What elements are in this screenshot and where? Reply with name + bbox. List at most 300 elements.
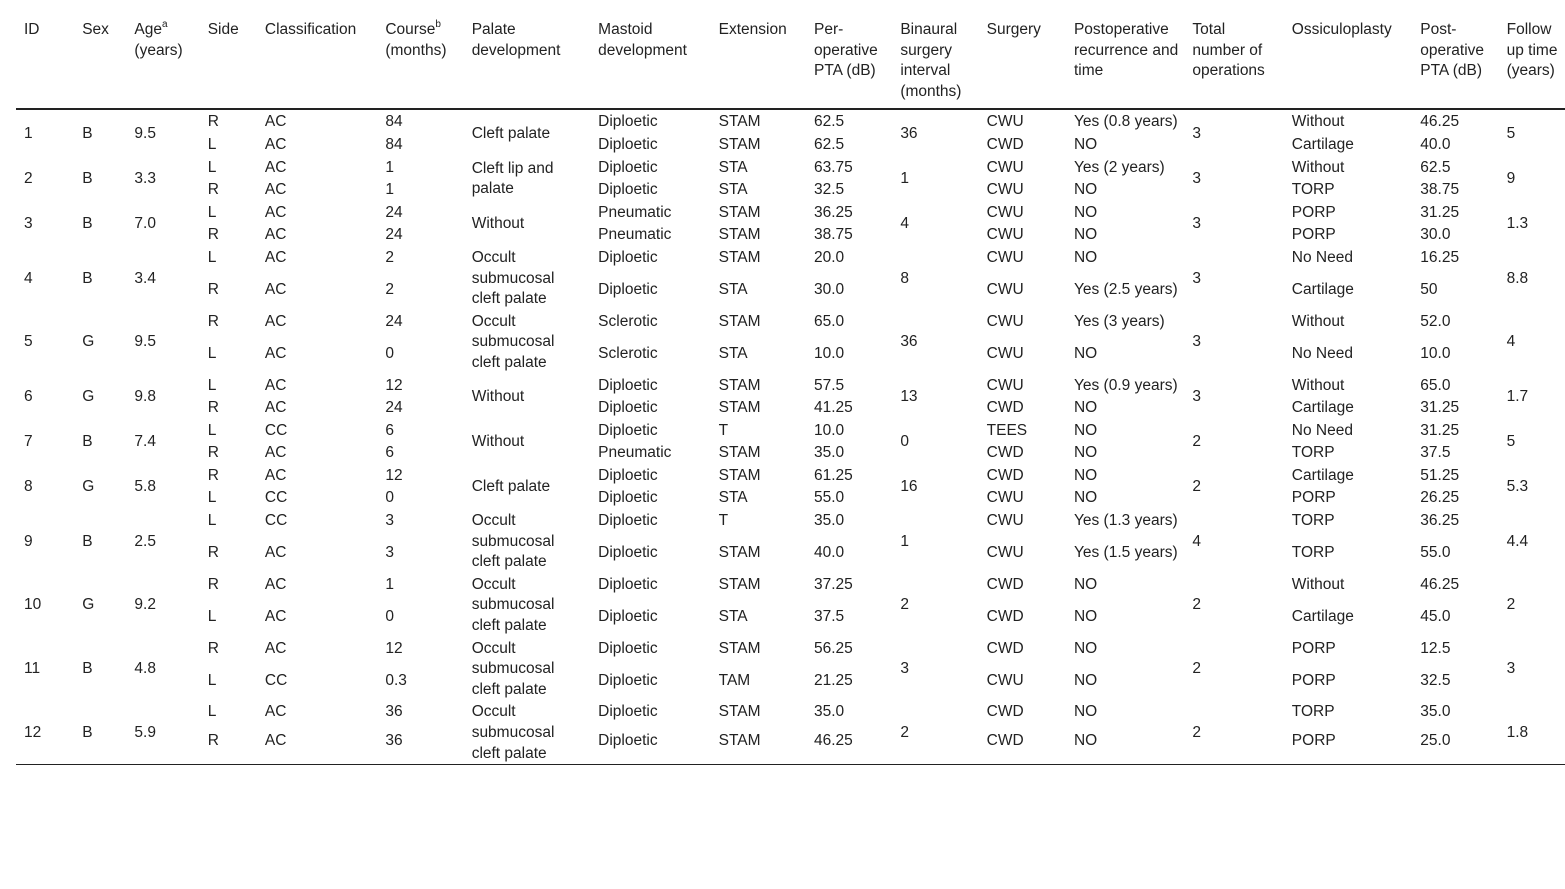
surgery-cell: CWU bbox=[986, 344, 1024, 362]
column-header-label: Total number of operations bbox=[1192, 21, 1265, 80]
sex-cell: B bbox=[82, 432, 93, 450]
mastoid-cell: Diploetic bbox=[598, 639, 658, 657]
preoperative-pta-cell: 10.0 bbox=[813, 421, 845, 439]
ossiculoplasty-cell: No Need bbox=[1291, 344, 1353, 362]
column-header bbox=[126, 18, 199, 109]
column-header-label: Mastoid development bbox=[598, 21, 687, 59]
surgery-cell: CWD bbox=[986, 399, 1024, 417]
column-header-label: Per-operative PTA (dB) bbox=[813, 21, 878, 80]
recurrence-cell: Yes (3 years) bbox=[1073, 312, 1165, 330]
mastoid-cell: Diploetic bbox=[598, 489, 658, 507]
palate-cell: Occult submucosal cleft palate bbox=[471, 703, 555, 762]
extension-cell: STAM bbox=[718, 639, 761, 657]
id-cell: 11 bbox=[24, 660, 41, 678]
course-cell: 0 bbox=[385, 344, 394, 362]
side-cell: L bbox=[207, 203, 217, 221]
classification-cell: CC bbox=[264, 671, 288, 689]
palate-cell: Cleft palate bbox=[471, 124, 551, 142]
classification-cell: AC bbox=[264, 731, 287, 749]
mastoid-cell: Diploetic bbox=[598, 399, 658, 417]
preoperative-pta-cell: 35.0 bbox=[813, 512, 845, 530]
postoperative-pta-cell: 30.0 bbox=[1420, 226, 1451, 244]
preoperative-pta-cell: 10.0 bbox=[813, 344, 845, 362]
classification-cell: AC bbox=[264, 248, 287, 266]
follow-up-cell: 4.4 bbox=[1506, 532, 1529, 550]
id-cell: 3 bbox=[24, 215, 33, 233]
ossiculoplasty-cell: Cartilage bbox=[1291, 135, 1354, 153]
sex-cell: B bbox=[82, 269, 93, 287]
sex-cell: B bbox=[82, 724, 93, 741]
side-cell: R bbox=[207, 399, 219, 417]
course-cell: 1 bbox=[385, 181, 394, 199]
id-cell: 4 bbox=[24, 269, 33, 287]
mastoid-cell: Diploetic bbox=[598, 575, 658, 593]
ossiculoplasty-cell: Cartilage bbox=[1291, 466, 1354, 484]
footnote-marker: b bbox=[435, 18, 441, 30]
preoperative-pta-cell: 21.25 bbox=[813, 671, 853, 689]
id-cell: 8 bbox=[24, 478, 33, 496]
interval-cell: 0 bbox=[900, 432, 909, 450]
table-row bbox=[16, 310, 1565, 342]
postoperative-pta-cell: 46.25 bbox=[1420, 575, 1460, 593]
table-row bbox=[16, 637, 1565, 669]
postoperative-pta-cell: 16.25 bbox=[1420, 248, 1460, 266]
follow-up-cell: 1.8 bbox=[1506, 724, 1529, 741]
extension-cell: STA bbox=[718, 607, 748, 625]
surgery-cell: CWU bbox=[986, 181, 1024, 199]
ossiculoplasty-cell: PORP bbox=[1291, 203, 1336, 221]
follow-up-cell: 9 bbox=[1506, 169, 1516, 187]
preoperative-pta-cell: 61.25 bbox=[813, 466, 853, 484]
table-row bbox=[16, 541, 1565, 573]
table-row bbox=[16, 223, 1565, 246]
ossiculoplasty-cell: No Need bbox=[1291, 421, 1353, 439]
mastoid-cell: Sclerotic bbox=[598, 312, 658, 330]
interval-cell: 13 bbox=[900, 387, 918, 405]
postoperative-pta-cell: 46.25 bbox=[1420, 113, 1460, 131]
side-cell: R bbox=[207, 466, 219, 484]
side-cell: L bbox=[207, 671, 217, 689]
sex-cell: B bbox=[82, 660, 93, 678]
mastoid-cell: Diploetic bbox=[598, 421, 658, 439]
sex-cell: G bbox=[82, 333, 95, 351]
extension-cell: STA bbox=[718, 181, 748, 199]
course-cell: 84 bbox=[385, 135, 403, 153]
surgery-cell: CWU bbox=[986, 280, 1024, 298]
total-operations-cell: 3 bbox=[1192, 169, 1202, 187]
classification-cell: AC bbox=[264, 444, 287, 462]
ossiculoplasty-cell: TORP bbox=[1291, 512, 1335, 530]
classification-cell: AC bbox=[264, 158, 287, 176]
column-header bbox=[711, 18, 806, 109]
column-header bbox=[1499, 18, 1565, 109]
postoperative-pta-cell: 12.5 bbox=[1420, 639, 1451, 657]
recurrence-cell: NO bbox=[1073, 466, 1098, 484]
preoperative-pta-cell: 56.25 bbox=[813, 639, 853, 657]
recurrence-cell: NO bbox=[1073, 703, 1098, 721]
column-header-label: Sex bbox=[82, 21, 109, 38]
side-cell: L bbox=[207, 489, 217, 507]
surgery-cell: CWU bbox=[986, 226, 1024, 244]
classification-cell: AC bbox=[264, 399, 287, 417]
classification-cell: AC bbox=[264, 543, 287, 561]
mastoid-cell: Sclerotic bbox=[598, 344, 658, 362]
interval-cell: 3 bbox=[900, 660, 909, 678]
total-operations-cell: 4 bbox=[1192, 532, 1202, 550]
extension-cell: STAM bbox=[718, 203, 761, 221]
surgery-cell: TEES bbox=[986, 421, 1028, 439]
recurrence-cell: NO bbox=[1073, 671, 1098, 689]
recurrence-cell: NO bbox=[1073, 226, 1098, 244]
table-row bbox=[16, 396, 1565, 419]
course-cell: 3 bbox=[385, 543, 394, 561]
mastoid-cell: Diploetic bbox=[598, 135, 658, 153]
classification-cell: CC bbox=[264, 512, 288, 530]
mastoid-cell: Diploetic bbox=[598, 703, 658, 721]
table-row bbox=[16, 669, 1565, 701]
classification-cell: AC bbox=[264, 376, 287, 394]
table-row bbox=[16, 156, 1565, 179]
total-operations-cell: 2 bbox=[1192, 596, 1202, 614]
header-row bbox=[16, 18, 1565, 109]
ossiculoplasty-cell: PORP bbox=[1291, 226, 1336, 244]
ossiculoplasty-cell: Without bbox=[1291, 113, 1345, 131]
course-cell: 12 bbox=[385, 466, 403, 484]
ossiculoplasty-cell: No Need bbox=[1291, 248, 1353, 266]
course-cell: 24 bbox=[385, 399, 403, 417]
course-cell: 0 bbox=[385, 607, 394, 625]
column-header-label: Course bbox=[385, 21, 436, 38]
extension-cell: STAM bbox=[718, 399, 761, 417]
interval-cell: 2 bbox=[900, 596, 909, 614]
column-header-label: Side bbox=[207, 21, 239, 38]
mastoid-cell: Diploetic bbox=[598, 248, 658, 266]
classification-cell: AC bbox=[264, 280, 287, 298]
preoperative-pta-cell: 36.25 bbox=[813, 203, 853, 221]
preoperative-pta-cell: 65.0 bbox=[813, 312, 845, 330]
column-header-label: ID bbox=[24, 21, 40, 38]
surgery-cell: CWD bbox=[986, 731, 1024, 749]
table-row bbox=[16, 246, 1565, 278]
ossiculoplasty-cell: Cartilage bbox=[1291, 280, 1354, 298]
preoperative-pta-cell: 20.0 bbox=[813, 248, 845, 266]
id-cell: 6 bbox=[24, 387, 33, 405]
mastoid-cell: Diploetic bbox=[598, 113, 658, 131]
palate-cell: Cleft palate bbox=[471, 478, 551, 496]
preoperative-pta-cell: 38.75 bbox=[813, 226, 853, 244]
mastoid-cell: Diploetic bbox=[598, 376, 658, 394]
column-header bbox=[74, 18, 126, 109]
table-row bbox=[16, 419, 1565, 442]
age-cell: 7.4 bbox=[134, 432, 156, 450]
side-cell: R bbox=[207, 280, 219, 298]
follow-up-cell: 1.3 bbox=[1506, 215, 1529, 233]
table-row bbox=[16, 573, 1565, 605]
total-operations-cell: 3 bbox=[1192, 387, 1202, 405]
footnote-marker: a bbox=[162, 18, 168, 30]
table-row bbox=[16, 509, 1565, 541]
extension-cell: STA bbox=[718, 158, 748, 176]
total-operations-cell: 2 bbox=[1192, 478, 1202, 496]
mastoid-cell: Diploetic bbox=[598, 671, 658, 689]
course-cell: 6 bbox=[385, 444, 394, 462]
recurrence-cell: Yes (0.9 years) bbox=[1073, 376, 1178, 394]
side-cell: L bbox=[207, 135, 217, 153]
extension-cell: STAM bbox=[718, 703, 761, 721]
palate-cell: Occult submucosal cleft palate bbox=[471, 512, 555, 571]
postoperative-pta-cell: 55.0 bbox=[1420, 543, 1451, 561]
recurrence-cell: Yes (2.5 years) bbox=[1073, 280, 1178, 298]
sex-cell: B bbox=[82, 215, 93, 233]
palate-cell: Occult submucosal cleft palate bbox=[471, 575, 555, 635]
table-row bbox=[16, 441, 1565, 464]
id-cell: 7 bbox=[24, 432, 33, 450]
ossiculoplasty-cell: PORP bbox=[1291, 639, 1336, 657]
age-cell: 3.4 bbox=[134, 269, 156, 287]
palate-cell: Without bbox=[471, 432, 525, 450]
side-cell: R bbox=[207, 312, 219, 330]
recurrence-cell: NO bbox=[1073, 489, 1098, 507]
course-cell: 36 bbox=[385, 703, 403, 721]
id-cell: 10 bbox=[24, 596, 42, 614]
course-cell: 0 bbox=[385, 489, 394, 507]
postoperative-pta-cell: 10.0 bbox=[1420, 344, 1451, 362]
mastoid-cell: Diploetic bbox=[598, 181, 658, 199]
preoperative-pta-cell: 62.5 bbox=[813, 135, 845, 153]
recurrence-cell: NO bbox=[1073, 135, 1098, 153]
column-header bbox=[590, 18, 710, 109]
surgery-cell: CWU bbox=[986, 489, 1024, 507]
total-operations-cell: 2 bbox=[1192, 724, 1202, 741]
course-cell: 3 bbox=[385, 512, 394, 530]
table-row bbox=[16, 464, 1565, 487]
column-header bbox=[806, 18, 892, 109]
side-cell: R bbox=[207, 639, 219, 657]
course-cell: 12 bbox=[385, 376, 403, 394]
surgery-cell: CWD bbox=[986, 639, 1024, 657]
mastoid-cell: Diploetic bbox=[598, 512, 658, 530]
age-cell: 9.8 bbox=[134, 387, 156, 405]
course-cell: 2 bbox=[385, 248, 394, 266]
classification-cell: AC bbox=[264, 575, 287, 593]
classification-cell: AC bbox=[264, 344, 287, 362]
surgery-cell: CWU bbox=[986, 203, 1024, 221]
extension-cell: STAM bbox=[718, 226, 761, 244]
follow-up-cell: 5 bbox=[1506, 124, 1516, 142]
extension-cell: STAM bbox=[718, 466, 761, 484]
interval-cell: 36 bbox=[900, 333, 918, 351]
postoperative-pta-cell: 62.5 bbox=[1420, 158, 1451, 176]
age-cell: 2.5 bbox=[134, 532, 156, 550]
side-cell: L bbox=[207, 344, 217, 362]
surgery-cell: CWU bbox=[986, 512, 1024, 530]
surgery-cell: CWU bbox=[986, 671, 1024, 689]
extension-cell: STAM bbox=[718, 312, 761, 330]
classification-cell: CC bbox=[264, 421, 288, 439]
side-cell: R bbox=[207, 731, 219, 749]
preoperative-pta-cell: 63.75 bbox=[813, 158, 853, 176]
preoperative-pta-cell: 37.25 bbox=[813, 575, 853, 593]
surgery-cell: CWD bbox=[986, 466, 1024, 484]
course-cell: 24 bbox=[385, 312, 403, 330]
column-header-label: Post-operative PTA (dB) bbox=[1420, 21, 1485, 80]
id-cell: 5 bbox=[24, 333, 33, 351]
column-header bbox=[1284, 18, 1412, 109]
id-cell: 9 bbox=[24, 532, 33, 550]
recurrence-cell: NO bbox=[1073, 203, 1098, 221]
course-cell: 1 bbox=[385, 158, 394, 176]
postoperative-pta-cell: 38.75 bbox=[1420, 181, 1460, 199]
course-cell: 24 bbox=[385, 203, 403, 221]
follow-up-cell: 4 bbox=[1506, 333, 1516, 351]
column-header bbox=[1066, 18, 1184, 109]
mastoid-cell: Diploetic bbox=[598, 158, 658, 176]
surgery-cell: CWD bbox=[986, 607, 1024, 625]
course-cell: 2 bbox=[385, 280, 394, 298]
sex-cell: G bbox=[82, 478, 95, 496]
postoperative-pta-cell: 26.25 bbox=[1420, 489, 1460, 507]
table-row bbox=[16, 700, 1565, 728]
surgery-cell: CWU bbox=[986, 312, 1024, 330]
ossiculoplasty-cell: Cartilage bbox=[1291, 607, 1354, 625]
extension-cell: STAM bbox=[718, 731, 761, 749]
mastoid-cell: Diploetic bbox=[598, 607, 658, 625]
preoperative-pta-cell: 35.0 bbox=[813, 703, 845, 721]
age-cell: 3.3 bbox=[134, 169, 156, 187]
mastoid-cell: Pneumatic bbox=[598, 203, 672, 221]
postoperative-pta-cell: 36.25 bbox=[1420, 512, 1460, 530]
classification-cell: AC bbox=[264, 226, 287, 244]
side-cell: L bbox=[207, 703, 217, 721]
column-header-label: Postoperative recurrence and time bbox=[1073, 21, 1179, 80]
classification-cell: AC bbox=[264, 113, 287, 131]
palate-cell: Without bbox=[471, 387, 525, 405]
total-operations-cell: 2 bbox=[1192, 432, 1202, 450]
postoperative-pta-cell: 51.25 bbox=[1420, 466, 1460, 484]
follow-up-cell: 1.7 bbox=[1506, 387, 1529, 405]
extension-cell: STAM bbox=[718, 248, 761, 266]
classification-cell: AC bbox=[264, 203, 287, 221]
id-cell: 2 bbox=[24, 169, 33, 187]
total-operations-cell: 3 bbox=[1192, 333, 1202, 351]
classification-cell: AC bbox=[264, 312, 287, 330]
age-cell: 5.8 bbox=[134, 478, 156, 496]
classification-cell: AC bbox=[264, 639, 287, 657]
interval-cell: 4 bbox=[900, 215, 909, 233]
classification-cell: CC bbox=[264, 489, 288, 507]
extension-cell: TAM bbox=[718, 671, 751, 689]
side-cell: L bbox=[207, 421, 217, 439]
id-cell: 1 bbox=[24, 124, 33, 142]
column-header bbox=[1184, 18, 1283, 109]
surgery-cell: CWD bbox=[986, 444, 1024, 462]
classification-cell: AC bbox=[264, 181, 287, 199]
mastoid-cell: Diploetic bbox=[598, 466, 658, 484]
course-cell: 24 bbox=[385, 226, 403, 244]
sex-cell: B bbox=[82, 124, 93, 142]
extension-cell: STAM bbox=[718, 113, 761, 131]
column-header-label: Ossiculoplasty bbox=[1291, 21, 1392, 38]
total-operations-cell: 3 bbox=[1192, 215, 1202, 233]
ossiculoplasty-cell: TORP bbox=[1291, 543, 1335, 561]
table-row bbox=[16, 133, 1565, 156]
column-header-label: Surgery bbox=[986, 21, 1041, 38]
side-cell: L bbox=[207, 512, 217, 530]
side-cell: L bbox=[207, 607, 217, 625]
follow-up-cell: 2 bbox=[1506, 596, 1516, 614]
column-header bbox=[377, 18, 463, 109]
classification-cell: AC bbox=[264, 607, 287, 625]
extension-cell: STA bbox=[718, 280, 748, 298]
surgery-cell: CWD bbox=[986, 575, 1024, 593]
extension-cell: STAM bbox=[718, 376, 761, 394]
surgery-cell: CWD bbox=[986, 703, 1024, 721]
ossiculoplasty-cell: TORP bbox=[1291, 181, 1335, 199]
postoperative-pta-cell: 45.0 bbox=[1420, 607, 1451, 625]
table-row bbox=[16, 178, 1565, 201]
postoperative-pta-cell: 52.0 bbox=[1420, 312, 1451, 330]
side-cell: R bbox=[207, 444, 219, 462]
recurrence-cell: NO bbox=[1073, 344, 1098, 362]
mastoid-cell: Pneumatic bbox=[598, 226, 672, 244]
side-cell: L bbox=[207, 248, 217, 266]
column-header-unit: (years) bbox=[134, 41, 183, 59]
extension-cell: STAM bbox=[718, 444, 761, 462]
course-cell: 6 bbox=[385, 421, 394, 439]
interval-cell: 8 bbox=[900, 269, 909, 287]
course-cell: 12 bbox=[385, 639, 403, 657]
course-cell: 0.3 bbox=[385, 671, 407, 689]
column-header-label: Palate development bbox=[471, 21, 561, 59]
side-cell: R bbox=[207, 181, 219, 199]
ossiculoplasty-cell: Without bbox=[1291, 312, 1345, 330]
column-header bbox=[1412, 18, 1498, 109]
column-header bbox=[892, 18, 978, 109]
sex-cell: B bbox=[82, 532, 93, 550]
preoperative-pta-cell: 57.5 bbox=[813, 376, 845, 394]
table-row bbox=[16, 109, 1565, 133]
age-cell: 9.2 bbox=[134, 596, 156, 614]
column-header bbox=[200, 18, 257, 109]
side-cell: R bbox=[207, 113, 219, 131]
mastoid-cell: Pneumatic bbox=[598, 444, 672, 462]
classification-cell: AC bbox=[264, 703, 287, 721]
recurrence-cell: NO bbox=[1073, 248, 1098, 266]
ossiculoplasty-cell: Cartilage bbox=[1291, 399, 1354, 417]
ossiculoplasty-cell: PORP bbox=[1291, 671, 1336, 689]
side-cell: R bbox=[207, 226, 219, 244]
preoperative-pta-cell: 40.0 bbox=[813, 543, 845, 561]
postoperative-pta-cell: 31.25 bbox=[1420, 399, 1460, 417]
table-row bbox=[16, 374, 1565, 397]
surgery-cell: CWU bbox=[986, 543, 1024, 561]
postoperative-pta-cell: 25.0 bbox=[1420, 731, 1451, 749]
table-row bbox=[16, 342, 1565, 374]
preoperative-pta-cell: 46.25 bbox=[813, 731, 853, 749]
follow-up-cell: 8.8 bbox=[1506, 269, 1529, 287]
recurrence-cell: Yes (1.5 years) bbox=[1073, 543, 1178, 561]
column-header-label: Follow up time (years) bbox=[1506, 21, 1558, 80]
postoperative-pta-cell: 65.0 bbox=[1420, 376, 1451, 394]
classification-cell: AC bbox=[264, 466, 287, 484]
recurrence-cell: NO bbox=[1073, 444, 1098, 462]
recurrence-cell: Yes (2 years) bbox=[1073, 158, 1165, 176]
age-cell: 7.0 bbox=[134, 215, 156, 233]
preoperative-pta-cell: 32.5 bbox=[813, 181, 845, 199]
course-cell: 84 bbox=[385, 113, 403, 131]
total-operations-cell: 3 bbox=[1192, 124, 1202, 142]
extension-cell: STA bbox=[718, 344, 748, 362]
